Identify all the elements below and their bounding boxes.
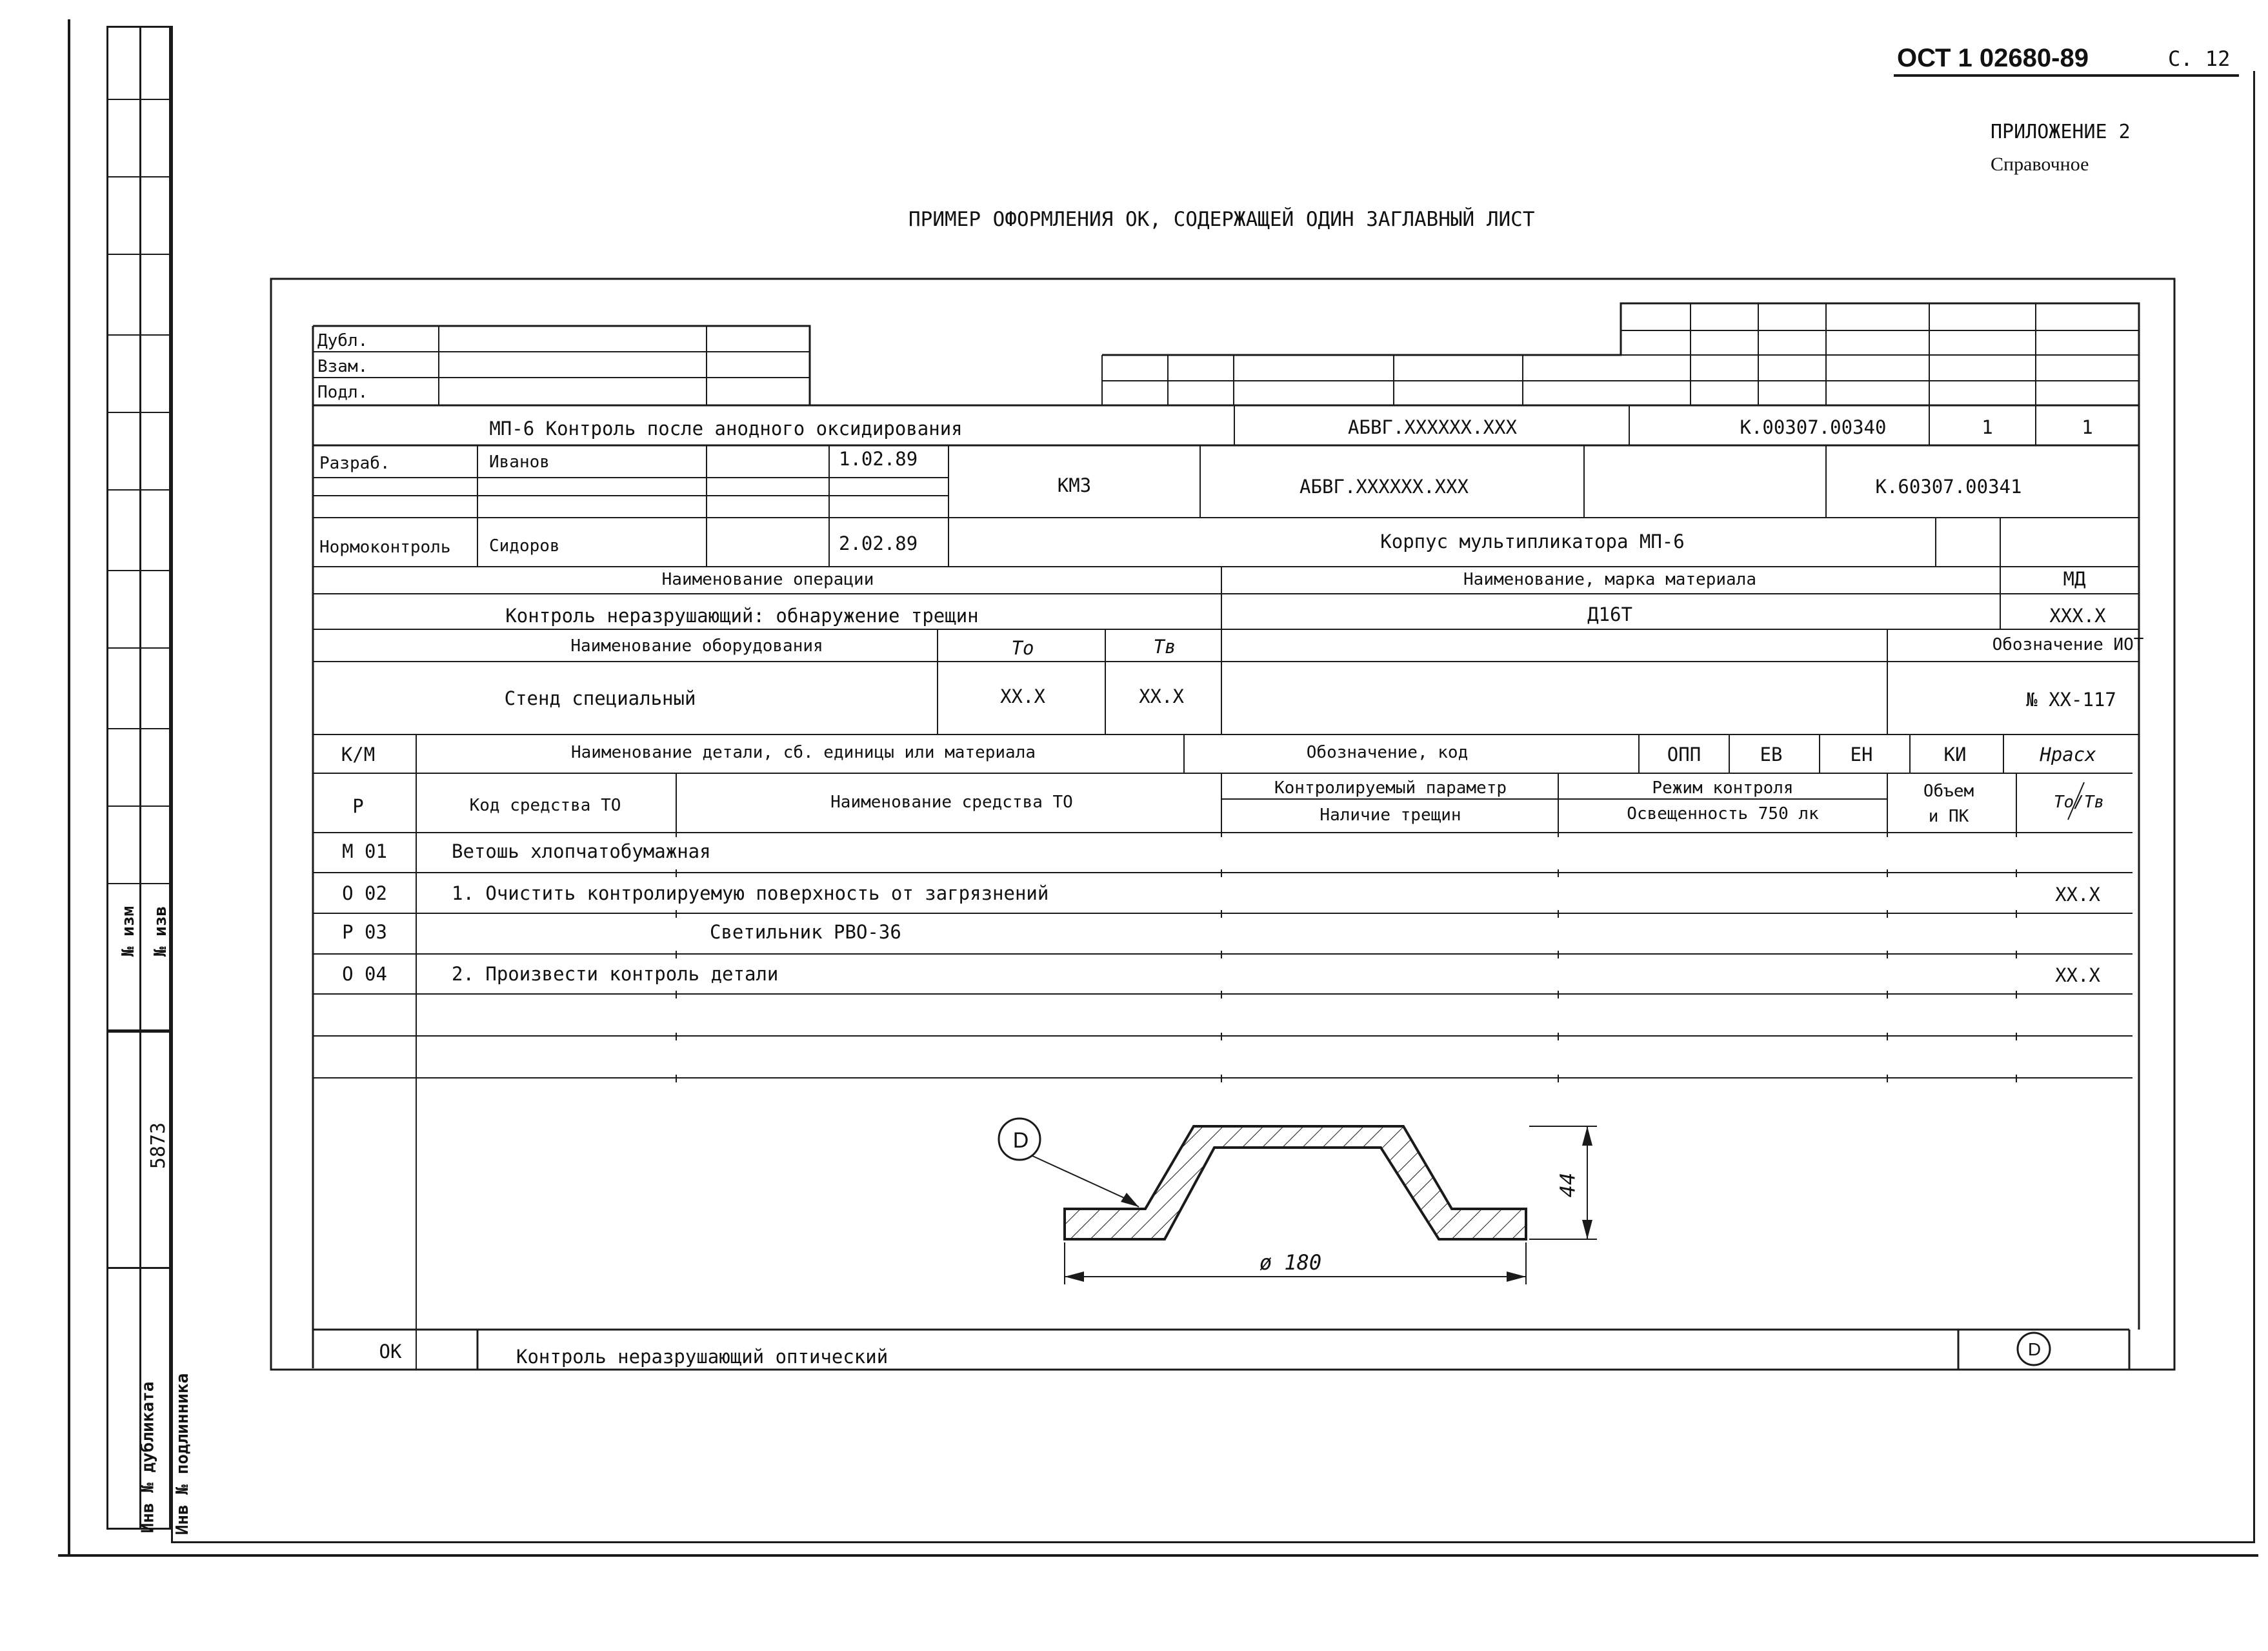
md-value: XXX.X (2049, 605, 2106, 627)
razrab-label: Разраб. (319, 454, 390, 473)
doc-code-1: АБВГ.XXXXXX.XXX (1348, 416, 1517, 438)
footer-code: ОК (379, 1341, 402, 1362)
control-mode-header: Режим контроля (1652, 778, 1794, 798)
iot-header: Обозначение ИОТ (1992, 635, 2144, 654)
controlled-param-header: Контролируемый параметр (1274, 778, 1507, 798)
stamp-inv-podl: Инв № подлинника (173, 1373, 193, 1535)
product-name: Корпус мультипликатора МП-6 (1380, 531, 1685, 552)
volume-header: Объем (1923, 782, 1974, 801)
footer-marker: D (2027, 1339, 2042, 1359)
standard-number: ОСТ 1 02680-89 (1897, 44, 2089, 72)
hrash-header: Hрасх (2040, 744, 2096, 765)
row-2-text: 1. Очистить контролируемую поверхность от загрязнений (452, 882, 1049, 904)
ki-header: КИ (1943, 744, 1967, 765)
tv-value: XX.X (1139, 685, 1184, 707)
normokontrol-name: Сидоров (489, 536, 560, 556)
row-2-value: XX.X (2055, 884, 2100, 906)
iot-value: № XX-117 (2026, 689, 2116, 711)
stamp-no-izm: № изм (119, 906, 139, 957)
footer-text: Контроль неразрушающий оптический (516, 1346, 888, 1368)
tv-header: Tв (1153, 636, 1176, 658)
to-header: Tо (1011, 637, 1034, 659)
designation-header: Обозначение, код (1306, 743, 1469, 762)
row-4-code: О 04 (342, 963, 387, 985)
operation-name: Контроль неразрушающий: обнаружение трещин (505, 605, 979, 627)
equipment-header: Наименование оборудования (570, 636, 823, 656)
kmz-code: КМЗ (1057, 474, 1092, 496)
to-name-header: Наименование средства ТО (830, 793, 1073, 812)
p-header: Р (352, 795, 364, 817)
controlled-param: Наличие трещин (1320, 805, 1461, 825)
appendix-type: Справочное (1991, 154, 2089, 175)
material-name: Д16Т (1587, 603, 1632, 625)
stamp-inv-number: 5873 (147, 1122, 170, 1170)
control-mode: Освещенность 750 лк (1627, 804, 1819, 824)
md-header: МД (2063, 568, 2086, 590)
part-name-header: Наименование детали, сб. единицы или материала (570, 743, 1036, 762)
operation-title: МП-6 Контроль после анодного оксидирования (489, 418, 963, 440)
volume-header-pk: и ПК (1928, 807, 1969, 826)
en-header: ЕН (1850, 744, 1873, 765)
km-header: К/М (341, 744, 376, 765)
doc-number-1: К.00307.00340 (1740, 416, 1887, 438)
opp-header: ОПП (1667, 744, 1701, 765)
page-number: С. 12 (2168, 46, 2231, 71)
normokontrol-label: Нормоконтроль (319, 538, 451, 557)
drawing-marker-label: D (1012, 1128, 1029, 1153)
sheets-total: 1 (2082, 416, 2093, 438)
label-podl: Подл. (317, 383, 368, 402)
document-title: ПРИМЕР ОФОРМЛЕНИЯ ОК, СОДЕРЖАЩЕЙ ОДИН ЗАГЛАВНЫЙ ЛИСТ (908, 208, 1535, 231)
sheet-number: 1 (1982, 416, 1993, 438)
appendix-label: ПРИЛОЖЕНИЕ 2 (1991, 121, 2131, 143)
drawing-diameter-dimension: ø 180 (1259, 1250, 1322, 1275)
row-4-value: XX.X (2055, 964, 2100, 986)
row-4-text: 2. Произвести контроль детали (452, 963, 779, 985)
row-2-code: О 02 (342, 882, 387, 904)
razrab-date: 1.02.89 (839, 448, 918, 470)
to-tv-header: Tо/Tв (2053, 793, 2105, 812)
label-dubl: Дубл. (317, 331, 368, 350)
drawing-height-dimension: 44 (1555, 1172, 1580, 1198)
label-vzam: Взам. (317, 357, 368, 376)
to-code-header: Код средства ТО (469, 796, 621, 815)
row-1-text: Ветошь хлопчатобумажная (452, 840, 711, 862)
ev-header: ЕВ (1760, 744, 1783, 765)
row-3-code: Р 03 (342, 921, 387, 943)
op-name-header: Наименование операции (661, 570, 874, 589)
doc-number-2: К.60307.00341 (1875, 476, 2022, 498)
stamp-inv-dubl: Инв № дубликата (138, 1381, 158, 1534)
material-header: Наименование, марка материала (1463, 570, 1756, 589)
to-value: XX.X (1000, 685, 1045, 707)
razrab-name: Иванов (489, 452, 550, 472)
doc-code-2: АБВГ.XXXXXX.XXX (1300, 476, 1469, 498)
row-3-text: Светильник РВО-36 (710, 921, 901, 943)
normokontrol-date: 2.02.89 (839, 532, 918, 554)
stamp-no-izv: № изв (151, 906, 171, 957)
equipment-name: Стенд специальный (504, 687, 696, 709)
row-1-code: М 01 (342, 840, 387, 862)
